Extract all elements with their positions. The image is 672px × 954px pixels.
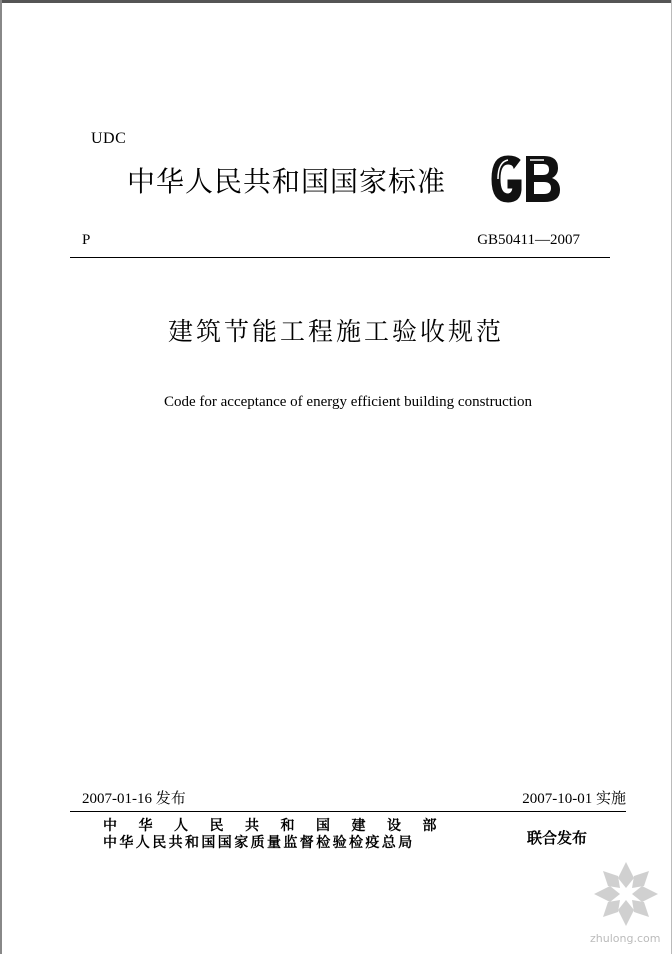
page-left-border — [0, 0, 2, 954]
udc-label: UDC — [91, 130, 127, 147]
watermark-text: zhulong.com — [590, 932, 661, 945]
header-divider — [70, 257, 610, 258]
publish-date: 2007-01-16 发布 — [82, 791, 186, 807]
standard-number: GB50411—2007 — [477, 232, 580, 248]
category-code: P — [82, 232, 91, 248]
issuer-quality-supervision: 中华人民共和国国家质量监督检验检疫总局 — [103, 835, 415, 851]
standard-type-heading: 中华人民共和国国家标准 — [127, 165, 447, 198]
joint-release-label: 联合发布 — [527, 829, 588, 847]
gb-logo-icon — [486, 150, 564, 208]
chinese-title: 建筑节能工程施工验收规范 — [167, 317, 504, 346]
english-title: Code for acceptance of energy efficient building construction — [164, 394, 533, 410]
page-top-border — [0, 0, 672, 3]
footer-divider — [70, 811, 626, 812]
issuer-ministry-construction: 中华人民共和国建设部 — [103, 818, 458, 834]
watermark-logo-icon — [590, 858, 662, 930]
implement-date: 2007-10-01 实施 — [522, 791, 626, 807]
